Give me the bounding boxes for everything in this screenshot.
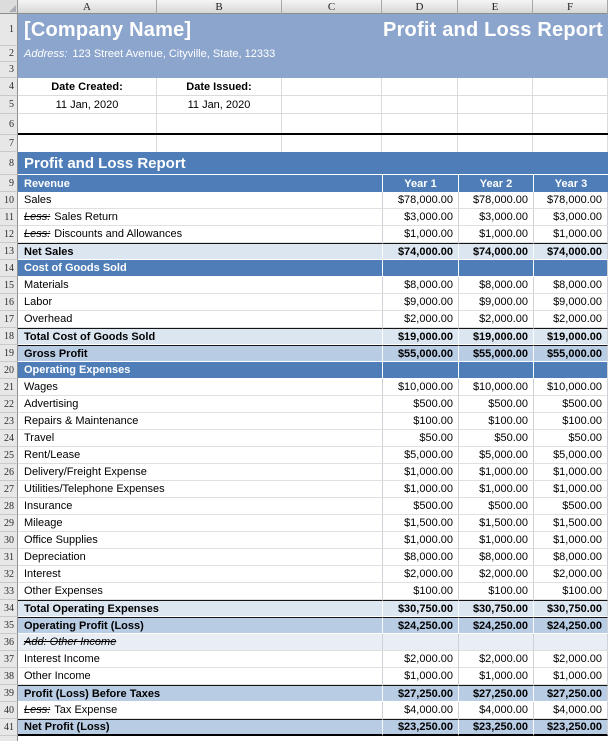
row-label-cell[interactable]: Profit (Loss) Before Taxes xyxy=(18,685,382,702)
value-cell-year2[interactable]: $5,000.00 xyxy=(458,447,533,464)
value-cell-year2[interactable]: $50.00 xyxy=(458,430,533,447)
row-label-cell[interactable]: Operating Expenses xyxy=(18,362,382,379)
value-cell-year3[interactable]: $55,000.00 xyxy=(533,345,608,362)
row-number[interactable]: 38 xyxy=(0,668,18,685)
less-prefix: Less: xyxy=(24,228,51,240)
table-row xyxy=(0,481,611,498)
table-row xyxy=(0,617,611,634)
row-number[interactable]: 16 xyxy=(0,294,18,311)
column-header-b[interactable]: B xyxy=(157,0,282,14)
table-row xyxy=(0,583,611,600)
column-header-a[interactable]: A xyxy=(18,0,157,14)
row-number[interactable]: 4 xyxy=(0,78,18,96)
row-number[interactable]: 25 xyxy=(0,447,18,464)
value-cell-year2[interactable] xyxy=(458,634,533,651)
empty-cell[interactable] xyxy=(382,114,458,133)
header-year3-cell[interactable]: Year 3 xyxy=(533,175,608,192)
value-cell-year1[interactable]: $100.00 xyxy=(382,583,458,600)
row-number[interactable]: 31 xyxy=(0,549,18,566)
row-number[interactable]: 1 xyxy=(0,14,18,46)
empty-cell[interactable] xyxy=(533,114,608,133)
spacer-row-7 xyxy=(0,135,611,152)
less-prefix: Less: xyxy=(24,211,51,223)
column-header-e[interactable]: E xyxy=(458,0,533,14)
row-number[interactable] xyxy=(0,736,18,741)
value-cell-year3[interactable]: $100.00 xyxy=(533,413,608,430)
empty-cell[interactable] xyxy=(282,78,382,96)
less-prefix: Less: xyxy=(24,704,51,716)
value-cell-year3[interactable]: $30,750.00 xyxy=(533,600,608,617)
header-year2-cell[interactable]: Year 2 xyxy=(458,175,533,192)
row-label-cell[interactable]: Office Supplies xyxy=(18,532,382,549)
table-row xyxy=(0,719,611,736)
row-label-cell[interactable]: Total Cost of Goods Sold xyxy=(18,328,382,345)
value-cell-year1[interactable]: $1,000.00 xyxy=(382,464,458,481)
empty-cell[interactable] xyxy=(282,135,382,152)
row-label-cell[interactable]: Gross Profit xyxy=(18,345,382,362)
table-row xyxy=(0,668,611,685)
column-header-f[interactable]: F xyxy=(533,0,608,14)
value-cell-year1[interactable]: $24,250.00 xyxy=(382,617,458,634)
table-row xyxy=(0,294,611,311)
value-cell-year3[interactable]: $100.00 xyxy=(533,583,608,600)
banner-row-3 xyxy=(0,62,611,78)
row-label-cell[interactable]: Less: Tax Expense xyxy=(18,702,382,719)
table-row xyxy=(0,413,611,430)
select-all-corner[interactable] xyxy=(0,0,18,14)
row-number[interactable]: 8 xyxy=(0,152,18,175)
row-label-cell[interactable]: Less: Discounts and Allowances xyxy=(18,226,382,243)
header-year1-cell[interactable]: Year 1 xyxy=(382,175,458,192)
row-number[interactable]: 29 xyxy=(0,515,18,532)
address-label: Address: xyxy=(24,48,68,60)
row-label-cell[interactable]: Less: Sales Return xyxy=(18,209,382,226)
table-row xyxy=(0,311,611,328)
value-cell-year2[interactable]: $100.00 xyxy=(458,583,533,600)
row-number[interactable]: 28 xyxy=(0,498,18,515)
empty-cell[interactable] xyxy=(382,135,458,152)
value-cell-year1[interactable]: $50.00 xyxy=(382,430,458,447)
report-title: Profit and Loss Report xyxy=(383,18,603,41)
value-cell-year1[interactable]: $30,750.00 xyxy=(382,600,458,617)
table-row xyxy=(0,464,611,481)
value-cell-year2[interactable]: $2,000.00 xyxy=(458,651,533,668)
filler xyxy=(18,736,611,741)
row-label-cell[interactable]: Interest Income xyxy=(18,651,382,668)
row-number[interactable]: 36 xyxy=(0,634,18,651)
company-name: [Company Name] xyxy=(24,18,192,41)
value-cell-year3[interactable]: $4,000.00 xyxy=(533,702,608,719)
row-number[interactable]: 20 xyxy=(0,362,18,379)
table-row xyxy=(0,634,611,651)
row-number[interactable]: 27 xyxy=(0,481,18,498)
row-number[interactable]: 14 xyxy=(0,260,18,277)
value-cell-year2[interactable]: $30,750.00 xyxy=(458,600,533,617)
value-cell-year1[interactable]: $55,000.00 xyxy=(382,345,458,362)
column-header-c[interactable]: C xyxy=(282,0,382,14)
date-created-value[interactable]: 11 Jan, 2020 xyxy=(18,96,157,114)
value-cell-year3[interactable]: $1,000.00 xyxy=(533,481,608,498)
date-label-row xyxy=(0,78,611,96)
value-cell-year1[interactable]: $500.00 xyxy=(382,396,458,413)
value-cell-year3[interactable]: $2,000.00 xyxy=(533,566,608,583)
row-label-cell[interactable]: Net Sales xyxy=(18,243,382,260)
table-row xyxy=(0,651,611,668)
row-number[interactable]: 23 xyxy=(0,413,18,430)
address-cell[interactable] xyxy=(18,46,608,62)
value-cell-year1[interactable]: $5,000.00 xyxy=(382,447,458,464)
row-label-cell[interactable]: Operating Profit (Loss) xyxy=(18,617,382,634)
value-cell-year1[interactable]: $23,250.00 xyxy=(382,719,458,736)
column-header-d[interactable]: D xyxy=(382,0,458,14)
value-cell-year3[interactable]: $1,500.00 xyxy=(533,515,608,532)
value-cell-year2[interactable]: $100.00 xyxy=(458,413,533,430)
value-cell-year2[interactable]: $1,500.00 xyxy=(458,515,533,532)
empty-cell[interactable] xyxy=(458,135,533,152)
row-label-cell[interactable]: Total Operating Expenses xyxy=(18,600,382,617)
value-cell-year2[interactable]: $500.00 xyxy=(458,498,533,515)
row-number[interactable]: 35 xyxy=(0,617,18,634)
table-row xyxy=(0,260,611,277)
row-number[interactable]: 11 xyxy=(0,209,18,226)
table-row xyxy=(0,243,611,260)
empty-cell[interactable] xyxy=(157,114,282,133)
row-label-cell[interactable]: Mileage xyxy=(18,515,382,532)
row-label-cell[interactable]: Overhead xyxy=(18,311,382,328)
table-row xyxy=(0,379,611,396)
value-cell-year1[interactable]: $1,000.00 xyxy=(382,226,458,243)
value-cell-year2[interactable]: $4,000.00 xyxy=(458,702,533,719)
report-title-row xyxy=(0,152,611,175)
value-cell-year2[interactable]: $55,000.00 xyxy=(458,345,533,362)
row-label-cell[interactable]: Repairs & Maintenance xyxy=(18,413,382,430)
value-cell-year1[interactable] xyxy=(382,260,458,277)
row-number[interactable]: 13 xyxy=(0,243,18,260)
table-row xyxy=(0,192,611,209)
value-cell-year2[interactable]: $23,250.00 xyxy=(458,719,533,736)
empty-cell[interactable] xyxy=(533,135,608,152)
row-number[interactable]: 18 xyxy=(0,328,18,345)
value-cell-year1[interactable] xyxy=(382,362,458,379)
table-row xyxy=(0,362,611,379)
value-cell-year3[interactable]: $2,000.00 xyxy=(533,311,608,328)
value-cell-year2[interactable]: $1,000.00 xyxy=(458,481,533,498)
value-cell-year2[interactable]: $3,000.00 xyxy=(458,209,533,226)
row-label-cell[interactable]: Depreciation xyxy=(18,549,382,566)
row-label-cell[interactable]: Cost of Goods Sold xyxy=(18,260,382,277)
value-cell-year2[interactable]: $8,000.00 xyxy=(458,549,533,566)
table-row xyxy=(0,226,611,243)
value-cell-year2[interactable] xyxy=(458,260,533,277)
value-cell-year3[interactable]: $5,000.00 xyxy=(533,447,608,464)
value-cell-year3[interactable]: $24,250.00 xyxy=(533,617,608,634)
value-cell-year1[interactable]: $500.00 xyxy=(382,498,458,515)
value-cell-year3[interactable]: $19,000.00 xyxy=(533,328,608,345)
value-cell-year2[interactable]: $27,250.00 xyxy=(458,685,533,702)
table-row xyxy=(0,600,611,617)
row-label-cell[interactable]: Other Expenses xyxy=(18,583,382,600)
value-cell-year1[interactable]: $74,000.00 xyxy=(382,243,458,260)
value-cell-year2[interactable]: $1,000.00 xyxy=(458,464,533,481)
value-cell-year1[interactable] xyxy=(382,634,458,651)
table-row xyxy=(0,277,611,294)
value-cell-year2[interactable] xyxy=(458,362,533,379)
value-cell-year3[interactable]: $10,000.00 xyxy=(533,379,608,396)
value-cell-year2[interactable]: $1,000.00 xyxy=(458,226,533,243)
value-cell-year1[interactable]: $8,000.00 xyxy=(382,549,458,566)
value-cell-year1[interactable]: $27,250.00 xyxy=(382,685,458,702)
row-number[interactable]: 2 xyxy=(0,46,18,62)
empty-cell[interactable] xyxy=(382,78,458,96)
row-label-cell[interactable]: Travel xyxy=(18,430,382,447)
value-cell-year1[interactable]: $1,500.00 xyxy=(382,515,458,532)
value-cell-year2[interactable]: $500.00 xyxy=(458,396,533,413)
empty-cell[interactable] xyxy=(157,135,282,152)
row-number[interactable]: 3 xyxy=(0,62,18,78)
value-cell-year3[interactable]: $1,000.00 xyxy=(533,532,608,549)
row-label-cell[interactable]: Net Profit (Loss) xyxy=(18,719,382,736)
empty-cell[interactable] xyxy=(18,114,157,133)
empty-cell[interactable] xyxy=(458,114,533,133)
value-cell-year2[interactable]: $74,000.00 xyxy=(458,243,533,260)
value-cell-year2[interactable]: $78,000.00 xyxy=(458,192,533,209)
value-cell-year3[interactable]: $9,000.00 xyxy=(533,294,608,311)
value-cell-year2[interactable]: $1,000.00 xyxy=(458,532,533,549)
row-number[interactable]: 21 xyxy=(0,379,18,396)
value-cell-year1[interactable]: $9,000.00 xyxy=(382,294,458,311)
table-row xyxy=(0,345,611,362)
row-label-cell[interactable]: Wages xyxy=(18,379,382,396)
value-cell-year3[interactable]: $74,000.00 xyxy=(533,243,608,260)
row-number[interactable]: 33 xyxy=(0,583,18,600)
empty-cell[interactable] xyxy=(18,62,608,78)
value-cell-year2[interactable]: $19,000.00 xyxy=(458,328,533,345)
value-cell-year3[interactable] xyxy=(533,260,608,277)
row-number[interactable]: 15 xyxy=(0,277,18,294)
table-row xyxy=(0,430,611,447)
value-cell-year3[interactable]: $78,000.00 xyxy=(533,192,608,209)
value-cell-year3[interactable] xyxy=(533,362,608,379)
row-number[interactable]: 32 xyxy=(0,566,18,583)
row-label-cell[interactable]: Interest xyxy=(18,566,382,583)
value-cell-year2[interactable]: $2,000.00 xyxy=(458,566,533,583)
empty-cell[interactable] xyxy=(382,96,458,114)
row-label-cell[interactable]: Add: Other Income xyxy=(18,634,382,651)
value-cell-year3[interactable]: $3,000.00 xyxy=(533,209,608,226)
table-row xyxy=(0,396,611,413)
value-cell-year1[interactable]: $2,000.00 xyxy=(382,651,458,668)
row-number[interactable]: 41 xyxy=(0,719,18,736)
report-section-title-cell[interactable]: Profit and Loss Report xyxy=(18,152,608,175)
value-cell-year1[interactable]: $4,000.00 xyxy=(382,702,458,719)
value-cell-year3[interactable]: $50.00 xyxy=(533,430,608,447)
value-cell-year2[interactable]: $1,000.00 xyxy=(458,668,533,685)
value-cell-year1[interactable]: $78,000.00 xyxy=(382,192,458,209)
date-issued-value[interactable]: 11 Jan, 2020 xyxy=(157,96,282,114)
table-row xyxy=(0,328,611,345)
stub-row xyxy=(0,736,611,741)
value-cell-year1[interactable]: $2,000.00 xyxy=(382,566,458,583)
value-cell-year3[interactable]: $8,000.00 xyxy=(533,277,608,294)
row-number[interactable]: 12 xyxy=(0,226,18,243)
banner-title-cell[interactable] xyxy=(18,14,608,46)
value-cell-year2[interactable]: $2,000.00 xyxy=(458,311,533,328)
value-cell-year2[interactable]: $9,000.00 xyxy=(458,294,533,311)
row-number[interactable]: 6 xyxy=(0,114,18,135)
row-number[interactable]: 24 xyxy=(0,430,18,447)
empty-cell[interactable] xyxy=(282,114,382,133)
row-number[interactable]: 5 xyxy=(0,96,18,114)
empty-cell[interactable] xyxy=(533,78,608,96)
table-row xyxy=(0,549,611,566)
spacer-row-6 xyxy=(0,114,611,135)
row-label-cell[interactable]: Utilities/Telephone Expenses xyxy=(18,481,382,498)
empty-cell[interactable] xyxy=(458,96,533,114)
value-cell-year3[interactable]: $1,000.00 xyxy=(533,464,608,481)
value-cell-year1[interactable]: $8,000.00 xyxy=(382,277,458,294)
value-cell-year3[interactable]: $27,250.00 xyxy=(533,685,608,702)
value-cell-year2[interactable]: $10,000.00 xyxy=(458,379,533,396)
row-number[interactable]: 26 xyxy=(0,464,18,481)
value-cell-year2[interactable]: $24,250.00 xyxy=(458,617,533,634)
value-cell-year3[interactable]: $500.00 xyxy=(533,396,608,413)
empty-cell[interactable] xyxy=(458,78,533,96)
address-value: 123 Street Avenue, Cityville, State, 12333 xyxy=(72,48,276,60)
table-body xyxy=(0,192,611,736)
row-number[interactable]: 7 xyxy=(0,135,18,152)
banner-row-1 xyxy=(0,14,611,46)
value-cell-year3[interactable]: $2,000.00 xyxy=(533,651,608,668)
value-cell-year3[interactable] xyxy=(533,634,608,651)
date-value-row xyxy=(0,96,611,114)
value-cell-year1[interactable]: $1,000.00 xyxy=(382,668,458,685)
table-row xyxy=(0,209,611,226)
column-header-row xyxy=(0,0,611,14)
row-label-cell[interactable]: Sales xyxy=(18,192,382,209)
table-row xyxy=(0,566,611,583)
row-number[interactable]: 37 xyxy=(0,651,18,668)
row-label-cell[interactable]: Rent/Lease xyxy=(18,447,382,464)
value-cell-year3[interactable]: $500.00 xyxy=(533,498,608,515)
row-label-cell[interactable]: Delivery/Freight Expense xyxy=(18,464,382,481)
row-number[interactable]: 34 xyxy=(0,600,18,617)
empty-cell[interactable] xyxy=(533,96,608,114)
row-label-cell[interactable]: Labor xyxy=(18,294,382,311)
date-created-label[interactable]: Date Created: xyxy=(18,78,157,96)
value-cell-year3[interactable]: $23,250.00 xyxy=(533,719,608,736)
value-cell-year1[interactable]: $3,000.00 xyxy=(382,209,458,226)
value-cell-year1[interactable]: $19,000.00 xyxy=(382,328,458,345)
row-label-cell[interactable]: Insurance xyxy=(18,498,382,515)
row-number[interactable]: 30 xyxy=(0,532,18,549)
value-cell-year3[interactable]: $1,000.00 xyxy=(533,668,608,685)
table-row xyxy=(0,685,611,702)
table-row xyxy=(0,515,611,532)
row-label-cell[interactable]: Materials xyxy=(18,277,382,294)
row-number[interactable]: 17 xyxy=(0,311,18,328)
value-cell-year2[interactable]: $8,000.00 xyxy=(458,277,533,294)
value-cell-year3[interactable]: $1,000.00 xyxy=(533,226,608,243)
table-row xyxy=(0,702,611,719)
table-row xyxy=(0,532,611,549)
value-cell-year1[interactable]: $100.00 xyxy=(382,413,458,430)
header-revenue-cell[interactable]: Revenue xyxy=(18,175,382,192)
empty-cell[interactable] xyxy=(18,135,157,152)
date-issued-label[interactable]: Date Issued: xyxy=(157,78,282,96)
value-cell-year1[interactable]: $1,000.00 xyxy=(382,481,458,498)
table-header-row xyxy=(0,175,611,192)
row-label-cell[interactable]: Other Income xyxy=(18,668,382,685)
value-cell-year1[interactable]: $1,000.00 xyxy=(382,532,458,549)
table-row xyxy=(0,498,611,515)
value-cell-year3[interactable]: $8,000.00 xyxy=(533,549,608,566)
empty-cell[interactable] xyxy=(282,96,382,114)
row-label-cell[interactable]: Advertising xyxy=(18,396,382,413)
table-row xyxy=(0,447,611,464)
row-number[interactable]: 10 xyxy=(0,192,18,209)
row-number[interactable]: 9 xyxy=(0,175,18,192)
banner-row-2 xyxy=(0,46,611,62)
value-cell-year1[interactable]: $2,000.00 xyxy=(382,311,458,328)
row-number[interactable]: 19 xyxy=(0,345,18,362)
row-number[interactable]: 40 xyxy=(0,702,18,719)
row-number[interactable]: 39 xyxy=(0,685,18,702)
value-cell-year1[interactable]: $10,000.00 xyxy=(382,379,458,396)
row-number[interactable]: 22 xyxy=(0,396,18,413)
